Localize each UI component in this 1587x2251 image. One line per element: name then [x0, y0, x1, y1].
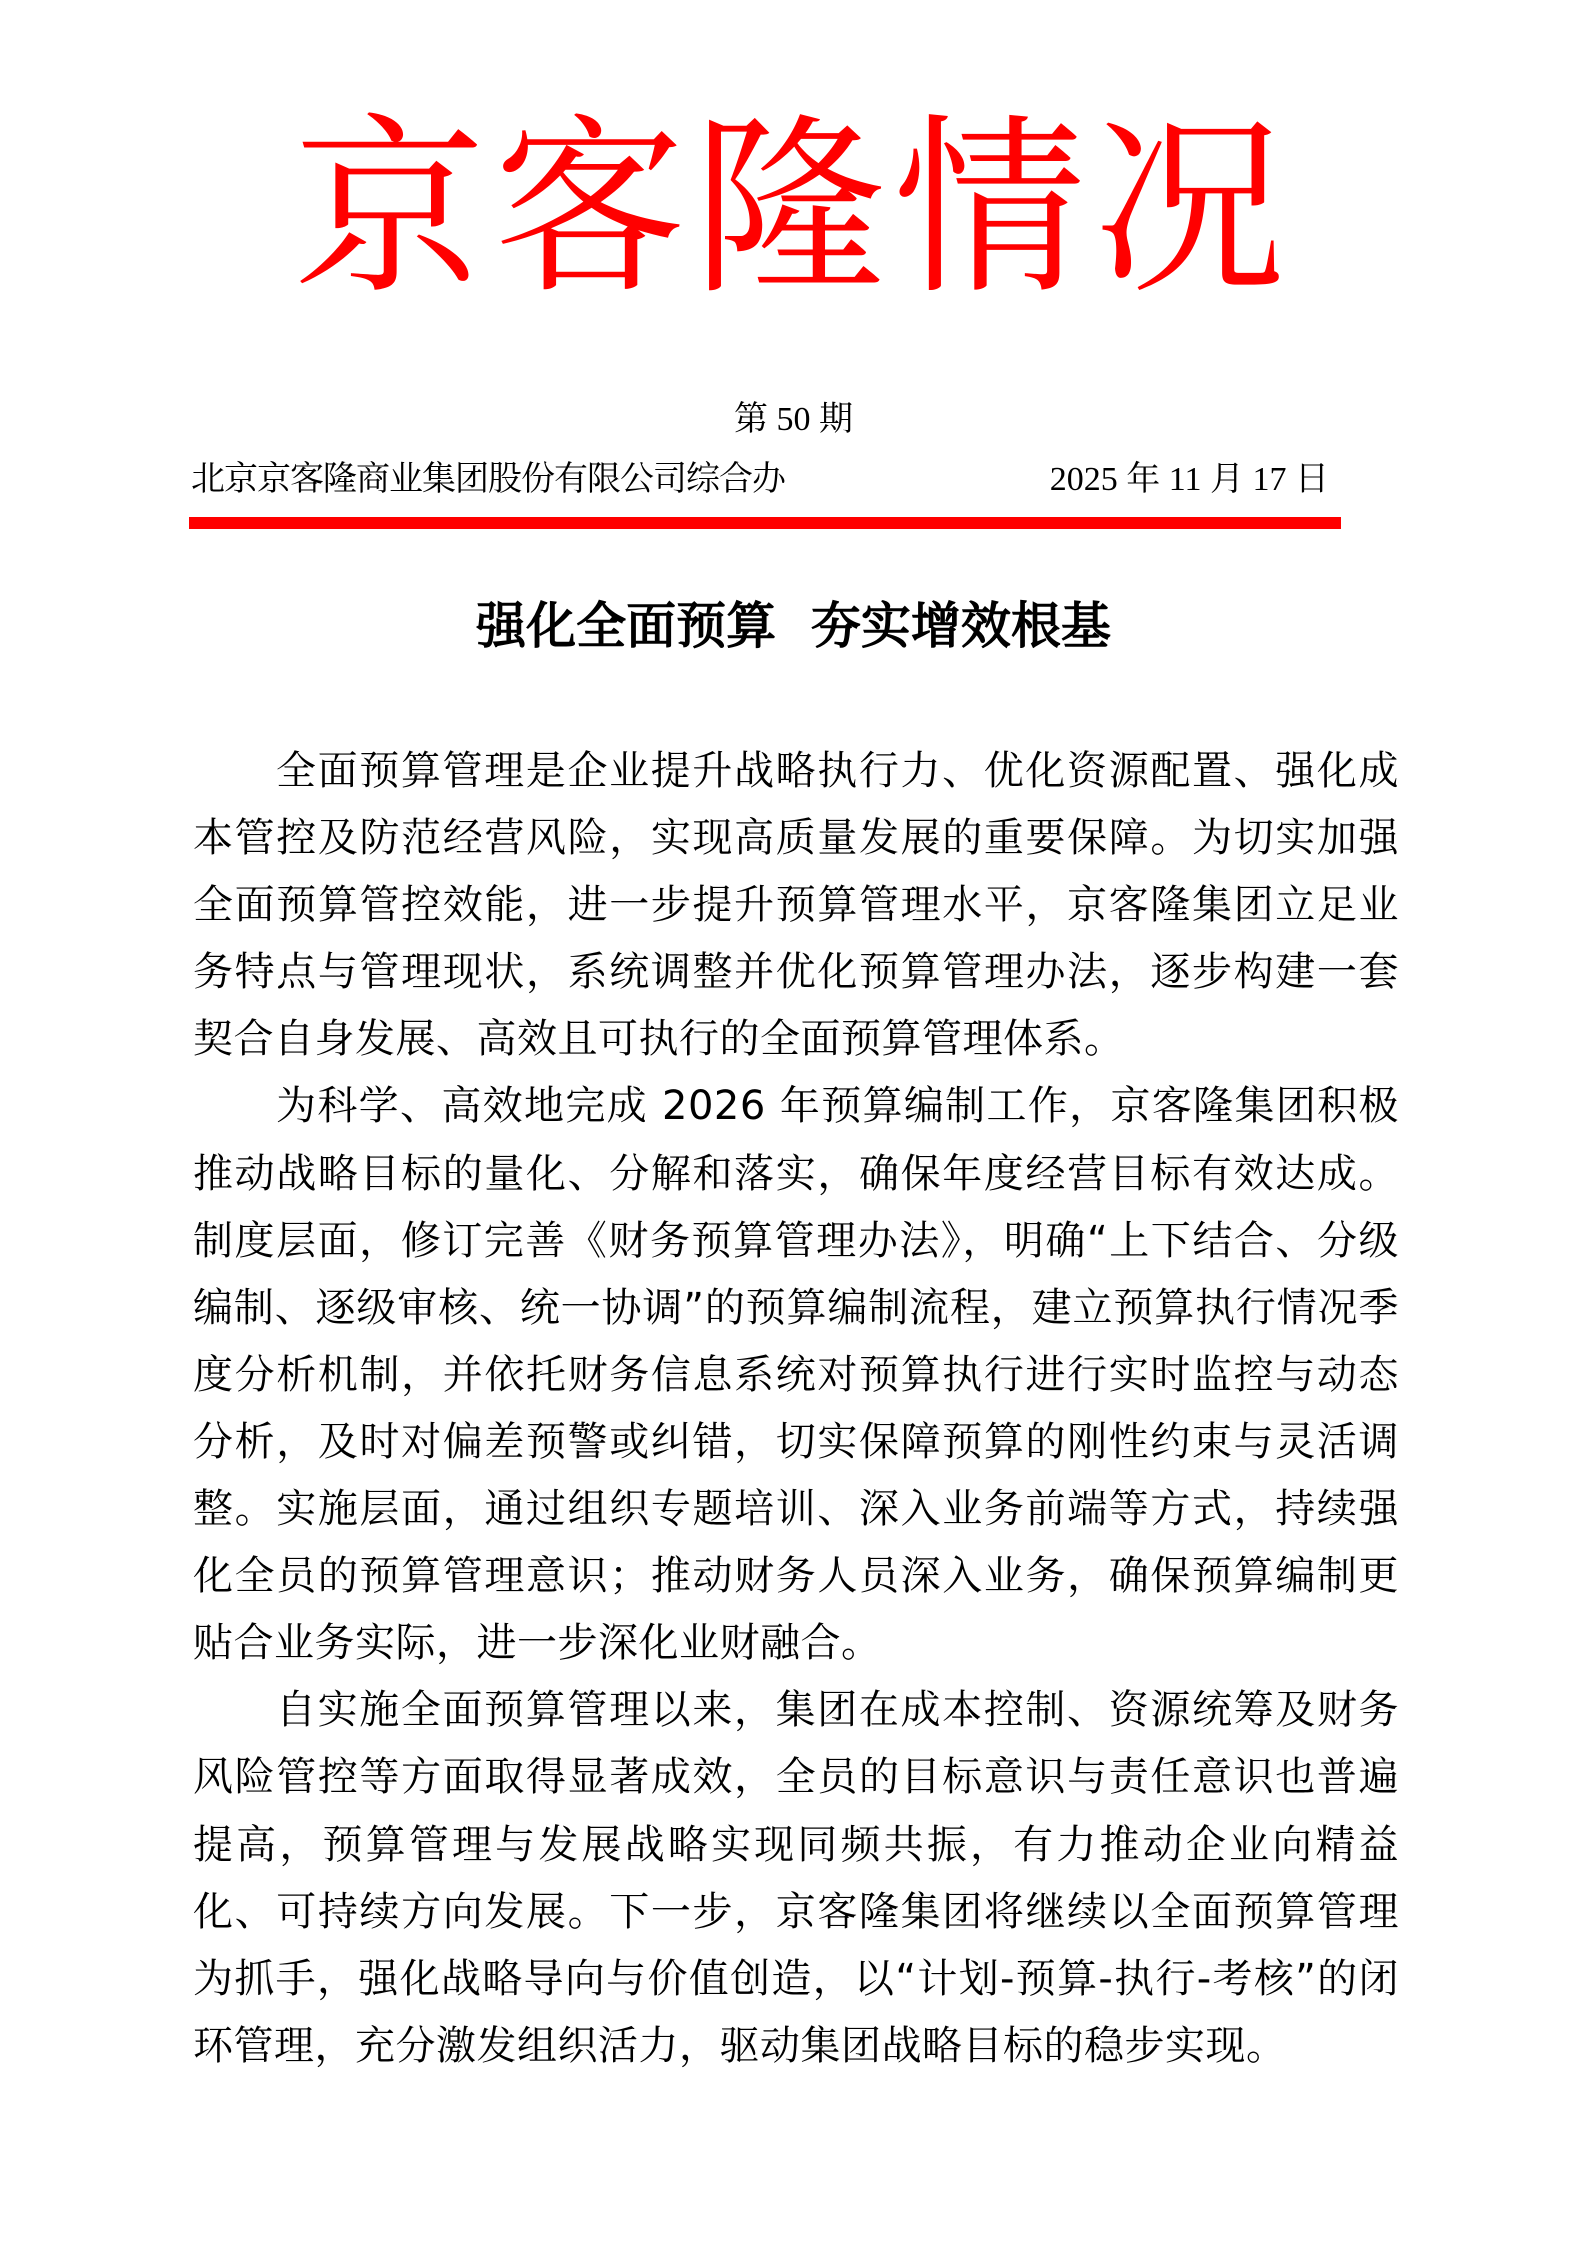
masthead-title: 京客隆情况 [293, 98, 1294, 321]
article-body [193, 738, 1399, 2080]
paragraph: 为科学、高效地完成 2026 年预算编制工作，京客隆集团积极推动战略目标的量化、分解和落实，确保年度经营目标有效达成。制度层面，修订完善《财务预算管理办法》，明确“上下结合、分级编制、逐级审核、统一协调”的预算编制流程，建立预算执行情况季度分析机制，并依托财务信息系统对预算执行进行实时监控与动态分析，及时对偏差预警或纠错，切实保障预算的刚性约束与灵活调整。实施层面，通过组织专题培训、深入业务前端等方式，持续强化全员的预算管理意识；推动财务人员深入业务，确保预算编制更贴合业务实际，进一步深化业财融合。 [193, 1083, 1399, 1667]
article-title: 强化全面预算 夯实增效根基 [476, 596, 1111, 655]
red-divider [189, 517, 1341, 529]
publisher-org: 北京京客隆商业集团股份有限公司综合办 [191, 461, 785, 498]
paragraph: 自实施全面预算管理以来，集团在成本控制、资源统筹及财务风险管控等方面取得显著成效，全员的目标意识与责任意识也普遍提高，预算管理与发展战略实现同频共振，有力推动企业向精益化、可持续方向发展。下一步，京客隆集团将继续以全面预算管理为抓手，强化战略导向与价值创造，以“计划-预算-执行-考核”的闭环管理，充分激发组织活力，驱动集团战略目标的稳步实现。 [193, 1687, 1399, 2069]
paragraph: 全面预算管理是企业提升战略执行力、优化资源配置、强化成本管控及防范经营风险，实现高质量发展的重要保障。为切实加强全面预算管控效能，进一步提升预算管理水平，京客隆集团立足业务特点与管理现状，系统调整并优化预算管理办法，逐步构建一套契合自身发展、高效且可执行的全面预算管理体系。 [193, 748, 1399, 1063]
issue-number: 第 50 期 [734, 401, 853, 438]
publish-date: 2025 年 11 月 17 日 [1049, 461, 1329, 498]
